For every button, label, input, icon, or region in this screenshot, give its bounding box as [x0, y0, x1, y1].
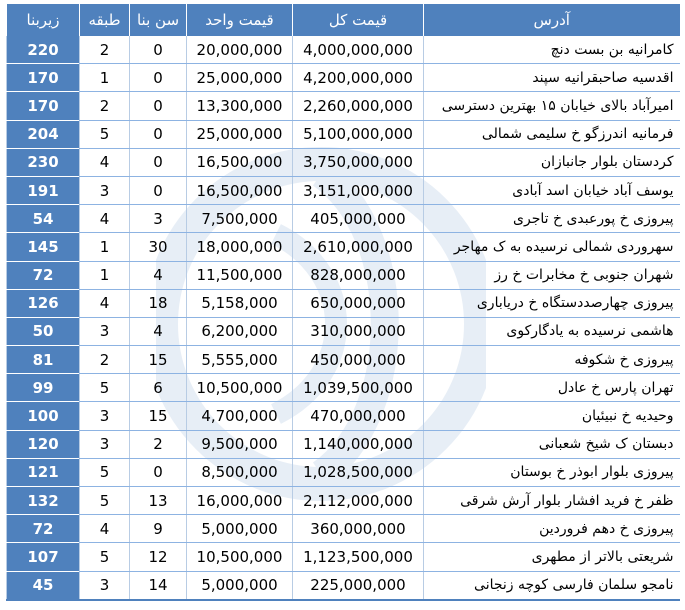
cell-unit-price: 10,500,000 — [187, 374, 293, 402]
cell-floor: 1 — [80, 64, 130, 92]
header-unit-price: قیمت واحد — [187, 4, 293, 36]
cell-area: 50 — [7, 317, 80, 345]
cell-address: یوسف آباد خیابان اسد آبادی — [424, 176, 680, 204]
cell-age: 0 — [130, 176, 187, 204]
cell-total-price: 1,123,500,000 — [293, 543, 424, 571]
cell-total-price: 3,151,000,000 — [293, 176, 424, 204]
cell-area: 107 — [7, 543, 80, 571]
cell-floor: 2 — [80, 36, 130, 64]
header-area: زیربنا — [7, 4, 80, 36]
cell-area: 170 — [7, 92, 80, 120]
cell-unit-price: 25,000,000 — [187, 120, 293, 148]
cell-address: سهروردی شمالی نرسیده به ک مهاجر — [424, 233, 680, 261]
header-total-price: قیمت کل — [293, 4, 424, 36]
cell-total-price: 225,000,000 — [293, 571, 424, 600]
cell-floor: 2 — [80, 346, 130, 374]
cell-age: 12 — [130, 543, 187, 571]
cell-address: کردستان بلوار جانبازان — [424, 148, 680, 176]
cell-address: پیروزی بلوار ابوذر خ بوستان — [424, 458, 680, 486]
cell-floor: 5 — [80, 487, 130, 515]
cell-floor: 3 — [80, 176, 130, 204]
cell-age: 0 — [130, 92, 187, 120]
cell-total-price: 360,000,000 — [293, 515, 424, 543]
cell-total-price: 4,000,000,000 — [293, 36, 424, 64]
cell-area: 45 — [7, 571, 80, 600]
cell-age: 4 — [130, 261, 187, 289]
table-row — [7, 120, 680, 148]
cell-age: 0 — [130, 458, 187, 486]
cell-total-price: 470,000,000 — [293, 402, 424, 430]
cell-age: 0 — [130, 120, 187, 148]
cell-area: 220 — [7, 36, 80, 64]
cell-floor: 2 — [80, 92, 130, 120]
cell-unit-price: 10,500,000 — [187, 543, 293, 571]
cell-area: 126 — [7, 289, 80, 317]
cell-address: کامرانیه بن بست دنچ — [424, 36, 680, 64]
cell-age: 0 — [130, 148, 187, 176]
cell-unit-price: 20,000,000 — [187, 36, 293, 64]
header-age: سن بنا — [130, 4, 187, 36]
cell-area: 100 — [7, 402, 80, 430]
cell-unit-price: 25,000,000 — [187, 64, 293, 92]
cell-age: 2 — [130, 430, 187, 458]
cell-address: اقدسیه صاحبقرانیه سپند — [424, 64, 680, 92]
cell-address: پیروزی چهارصددستگاه خ دریاباری — [424, 289, 680, 317]
cell-total-price: 1,028,500,000 — [293, 458, 424, 486]
cell-area: 99 — [7, 374, 80, 402]
cell-floor: 3 — [80, 317, 130, 345]
cell-area: 72 — [7, 261, 80, 289]
cell-floor: 1 — [80, 233, 130, 261]
table-row — [7, 92, 680, 120]
cell-unit-price: 9,500,000 — [187, 430, 293, 458]
cell-address: نامجو سلمان فارسی کوچه زنجانی — [424, 571, 680, 600]
cell-total-price: 828,000,000 — [293, 261, 424, 289]
table-row — [7, 346, 680, 374]
cell-area: 81 — [7, 346, 80, 374]
cell-total-price: 3,750,000,000 — [293, 148, 424, 176]
cell-address: هاشمی نرسیده به یادگارکوی — [424, 317, 680, 345]
cell-floor: 4 — [80, 205, 130, 233]
cell-age: 9 — [130, 515, 187, 543]
cell-unit-price: 16,500,000 — [187, 148, 293, 176]
cell-age: 15 — [130, 346, 187, 374]
table-header-row — [7, 4, 680, 36]
cell-floor: 4 — [80, 515, 130, 543]
cell-floor: 5 — [80, 543, 130, 571]
cell-total-price: 4,200,000,000 — [293, 64, 424, 92]
table-row — [7, 430, 680, 458]
cell-unit-price: 6,200,000 — [187, 317, 293, 345]
cell-floor: 5 — [80, 458, 130, 486]
cell-unit-price: 13,300,000 — [187, 92, 293, 120]
cell-age: 4 — [130, 317, 187, 345]
cell-unit-price: 11,500,000 — [187, 261, 293, 289]
table-row — [7, 205, 680, 233]
cell-address: پیروزی خ شکوفه — [424, 346, 680, 374]
cell-age: 3 — [130, 205, 187, 233]
cell-total-price: 5,100,000,000 — [293, 120, 424, 148]
cell-area: 170 — [7, 64, 80, 92]
cell-age: 14 — [130, 571, 187, 600]
table-row — [7, 571, 680, 600]
cell-unit-price: 5,555,000 — [187, 346, 293, 374]
cell-address: امیرآباد بالای خیابان ۱۵ بهترین دسترسی — [424, 92, 680, 120]
cell-total-price: 310,000,000 — [293, 317, 424, 345]
cell-address: ظفر خ فرید افشار بلوار آرش شرقی — [424, 487, 680, 515]
table-row — [7, 148, 680, 176]
cell-address: فرمانیه اندرزگو خ سلیمی شمالی — [424, 120, 680, 148]
cell-floor: 1 — [80, 261, 130, 289]
cell-address: دبستان ک شیخ شعبانی — [424, 430, 680, 458]
cell-floor: 5 — [80, 120, 130, 148]
cell-total-price: 405,000,000 — [293, 205, 424, 233]
cell-age: 0 — [130, 36, 187, 64]
price-table-container — [6, 4, 679, 604]
table-row — [7, 515, 680, 543]
cell-floor: 4 — [80, 289, 130, 317]
cell-address: تهران پارس خ عادل — [424, 374, 680, 402]
table-body — [7, 36, 680, 600]
cell-area: 145 — [7, 233, 80, 261]
cell-total-price: 1,140,000,000 — [293, 430, 424, 458]
cell-area: 120 — [7, 430, 80, 458]
cell-floor: 4 — [80, 148, 130, 176]
cell-address: شهران جنوبی خ مخابرات خ رز — [424, 261, 680, 289]
cell-unit-price: 16,000,000 — [187, 487, 293, 515]
cell-unit-price: 5,158,000 — [187, 289, 293, 317]
table-row — [7, 487, 680, 515]
table-row — [7, 289, 680, 317]
cell-address: پیروزی خ پورعبدی خ تاجری — [424, 205, 680, 233]
cell-floor: 5 — [80, 374, 130, 402]
cell-area: 191 — [7, 176, 80, 204]
table-row — [7, 261, 680, 289]
cell-unit-price: 16,500,000 — [187, 176, 293, 204]
cell-floor: 3 — [80, 402, 130, 430]
cell-area: 72 — [7, 515, 80, 543]
header-address: آدرس — [424, 4, 680, 36]
cell-address: پیروزی خ دهم فروردین — [424, 515, 680, 543]
cell-floor: 3 — [80, 571, 130, 600]
cell-unit-price: 5,000,000 — [187, 571, 293, 600]
table-row — [7, 176, 680, 204]
cell-age: 13 — [130, 487, 187, 515]
cell-address: وحیدیه خ نبیئیان — [424, 402, 680, 430]
header-floor: طبقه — [80, 4, 130, 36]
table-row — [7, 36, 680, 64]
cell-floor: 3 — [80, 430, 130, 458]
cell-area: 132 — [7, 487, 80, 515]
cell-age: 30 — [130, 233, 187, 261]
cell-area: 230 — [7, 148, 80, 176]
cell-total-price: 2,112,000,000 — [293, 487, 424, 515]
property-price-table — [6, 4, 680, 601]
cell-age: 18 — [130, 289, 187, 317]
cell-unit-price: 8,500,000 — [187, 458, 293, 486]
cell-area: 54 — [7, 205, 80, 233]
cell-total-price: 450,000,000 — [293, 346, 424, 374]
table-row — [7, 64, 680, 92]
cell-address: شریعتی بالاتر از مطهری — [424, 543, 680, 571]
cell-unit-price: 18,000,000 — [187, 233, 293, 261]
cell-total-price: 1,039,500,000 — [293, 374, 424, 402]
cell-unit-price: 4,700,000 — [187, 402, 293, 430]
table-row — [7, 458, 680, 486]
table-row — [7, 543, 680, 571]
cell-age: 6 — [130, 374, 187, 402]
cell-total-price: 650,000,000 — [293, 289, 424, 317]
cell-unit-price: 7,500,000 — [187, 205, 293, 233]
cell-unit-price: 5,000,000 — [187, 515, 293, 543]
cell-age: 15 — [130, 402, 187, 430]
table-row — [7, 233, 680, 261]
table-row — [7, 317, 680, 345]
table-row — [7, 402, 680, 430]
table-row — [7, 374, 680, 402]
cell-total-price: 2,610,000,000 — [293, 233, 424, 261]
cell-age: 0 — [130, 64, 187, 92]
cell-area: 204 — [7, 120, 80, 148]
cell-total-price: 2,260,000,000 — [293, 92, 424, 120]
cell-area: 121 — [7, 458, 80, 486]
